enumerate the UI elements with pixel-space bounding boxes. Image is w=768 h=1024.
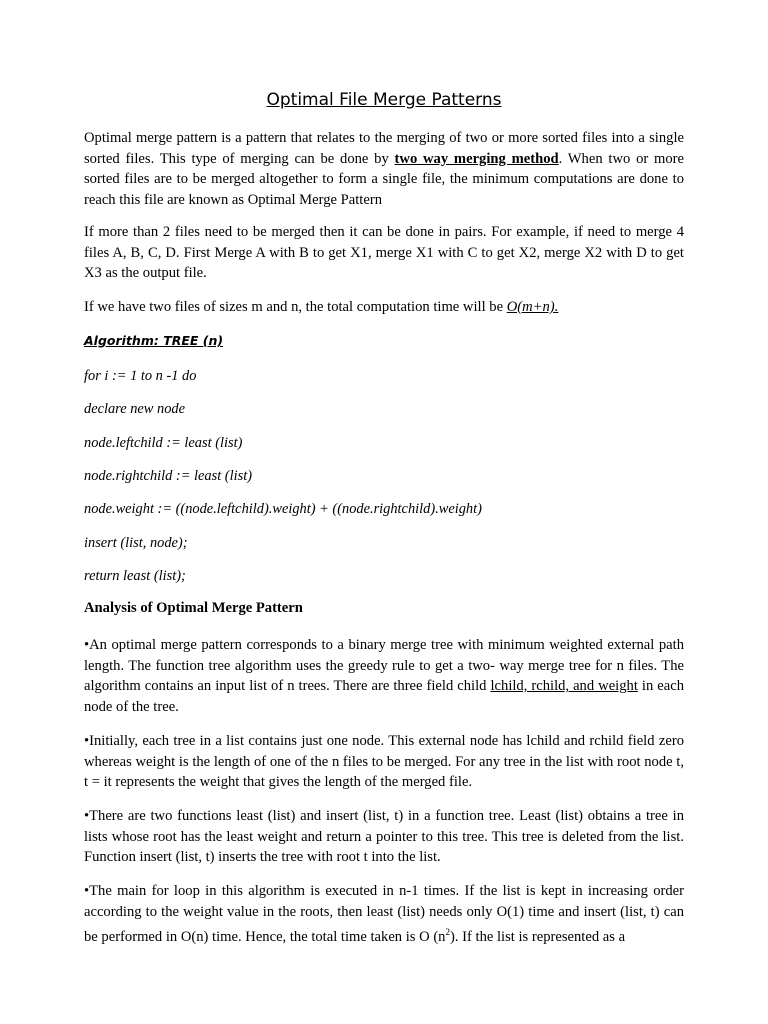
page-title: Optimal File Merge Patterns xyxy=(266,90,502,110)
analysis-bullet-4 xyxy=(84,881,684,948)
bullet-4-tail: ). If the list is represented as a xyxy=(449,929,626,946)
bullet-4-text: •The main for loop in this algorithm is executed in n-1 times. If the list is kept in increasing order according to the weight value in the roots, then least (list) needs only O(1) time and insert (list, t) can be performed in O(n) time. Hence, the total time taken is O (n xyxy=(84,883,684,946)
algorithm-line: node.rightchild := least (list) xyxy=(84,468,252,484)
algorithm-line: node.leftchild := least (list) xyxy=(84,435,243,451)
bullet-1-underlined: lchild, rchild, and weight xyxy=(490,678,638,695)
time-paragraph xyxy=(84,297,684,318)
time-formula: O(m+n). xyxy=(506,299,559,315)
bullet-1-tail: in each node of the tree. xyxy=(84,678,684,715)
algorithm-line: node.weight := ((node.leftchild).weight) + ((node.rightchild).weight) xyxy=(84,501,482,517)
analysis-bullet-3: •There are two functions least (list) and insert (list, t) in a function tree. Least (list) obtains a tree in lists whose root has the least weight and return a pointer to this tree. This tree is deleted from the list. Function insert (list, t) inserts the tree with root t into the list. xyxy=(84,808,684,866)
algorithm-line: insert (list, node); xyxy=(84,535,188,551)
intro-text-2: . When two or more sorted files are to be merged altogether to form a single file, the minimum computations are done to reach this file are known as Optimal Merge Pattern xyxy=(84,150,685,208)
analysis-bullet-2: •Initially, each tree in a list contains just one node. This external node has lchild and rchild field zero whereas weight is the length of one of the n files to be merged. For any tree in the list with root node t, t = it represents the weight that gives the length of the merged file. xyxy=(84,733,684,791)
intro-paragraph xyxy=(84,128,684,210)
intro-emphasis: two way merging method xyxy=(394,150,559,167)
bullet-1-text: •An optimal merge pattern corresponds to a binary merge tree with minimum weighted external path length. The function tree algorithm uses the greedy rule to get a two- way merge tree for n files. The algorithm contains an input list of n trees. There are three field child xyxy=(84,637,684,695)
pairs-paragraph: If more than 2 files need to be merged then it can be done in pairs. For example, if need to merge 4 files A, B, C, D. First Merge A with B to get X1, merge X1 with C to get X2, merge X2 with D to get X3 as the output file. xyxy=(84,224,684,282)
algorithm-line: return least (list); xyxy=(84,568,186,584)
algorithm-line: for i := 1 to n -1 do xyxy=(84,368,197,384)
analysis-bullet-1 xyxy=(84,635,684,717)
algorithm-heading: Algorithm: TREE (n) xyxy=(84,333,224,348)
intro-text-1: Optimal merge pattern is a pattern that relates to the merging of two or more sorted files into a single sorted files. This type of merging can be done by xyxy=(84,130,684,167)
algorithm-line: declare new node xyxy=(84,401,185,417)
bullet-4-superscript: 2 xyxy=(445,927,450,938)
analysis-heading: Analysis of Optimal Merge Pattern xyxy=(84,600,303,616)
time-text: If we have two files of sizes m and n, the total computation time will be xyxy=(84,299,507,315)
